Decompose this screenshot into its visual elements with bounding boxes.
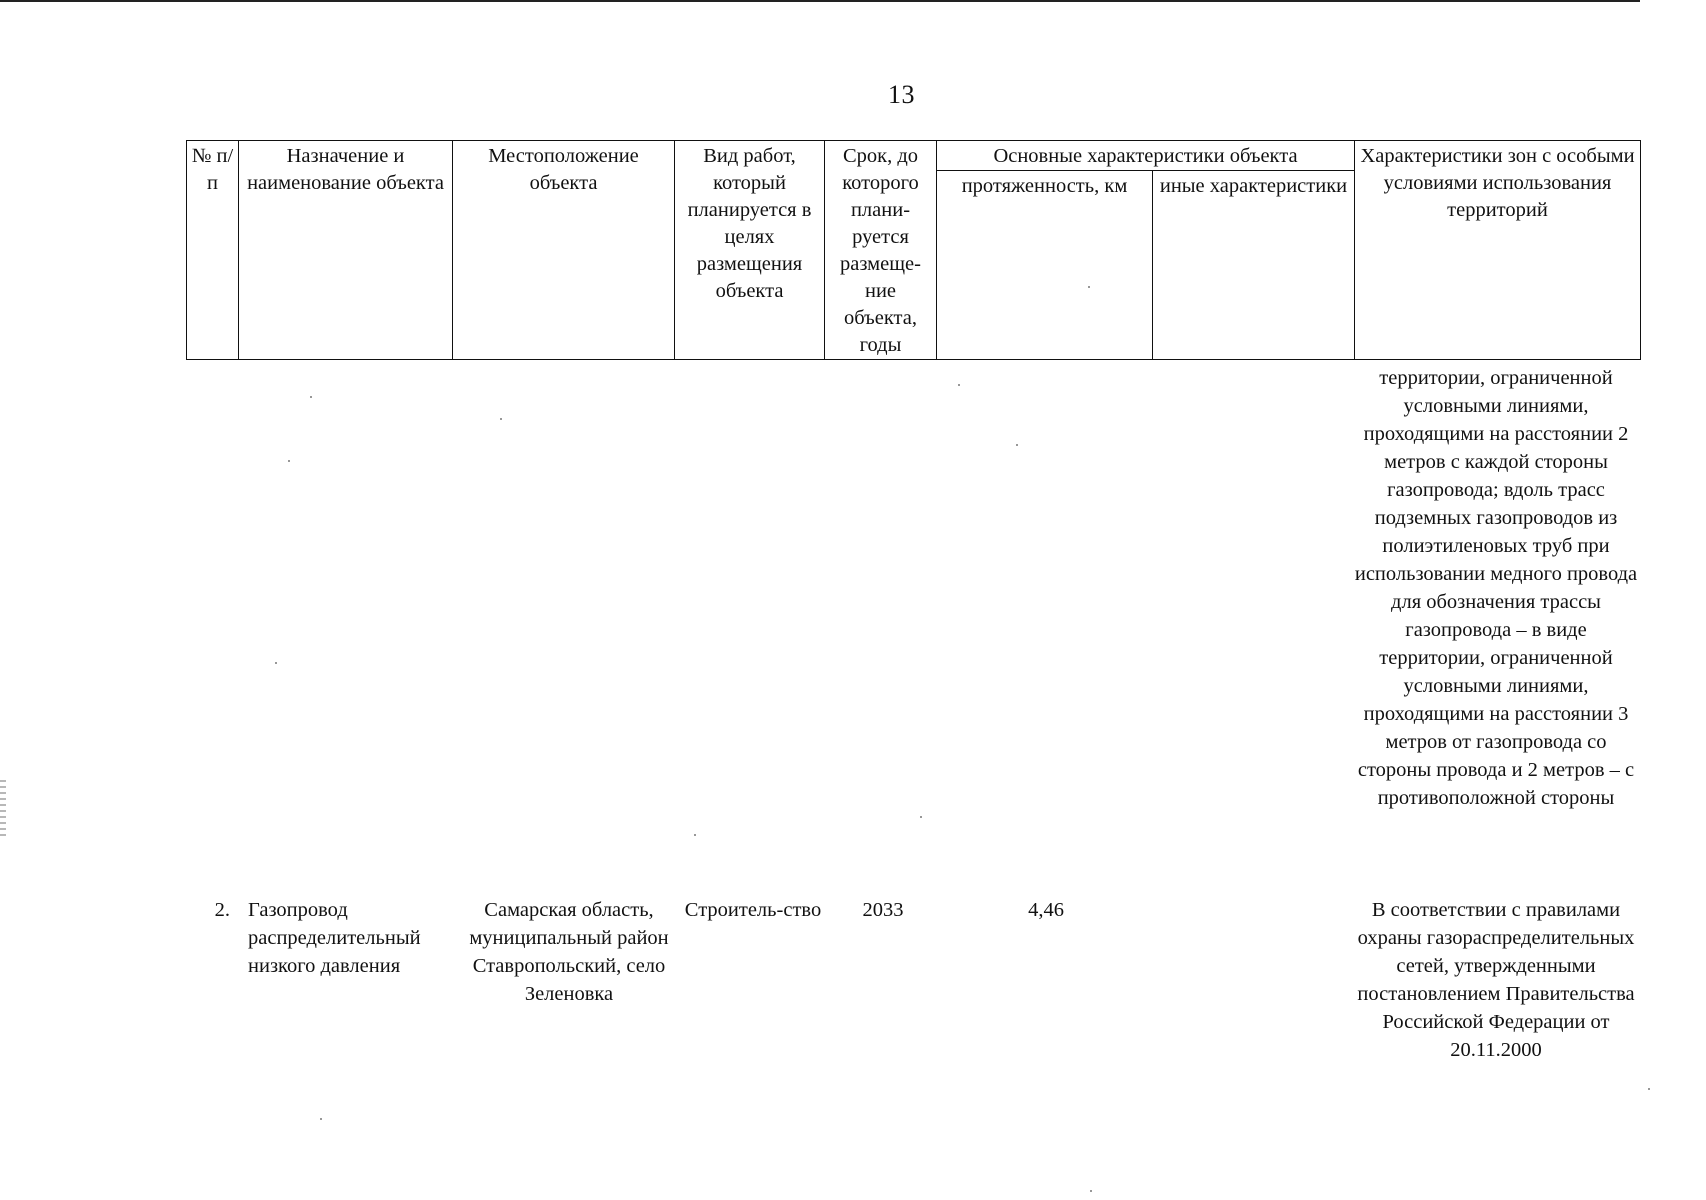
header-location: Местоположение объекта (453, 141, 675, 360)
scan-speck (288, 460, 290, 462)
header-zones: Характеристики зон с особыми условиями использования территорий (1355, 141, 1641, 360)
row-work-type: Строитель-ство (684, 899, 822, 921)
continued-zone-text: территории, ограниченной условными линиями, проходящими на расстоянии 2 метров с каждой стороны газопровода; вдоль трасс подземных газопроводов из полиэтиленовых труб при использовании медного провода для обозначения трассы газопровода – в виде территории, ограниченной условными линиями, проходящими на расстоянии 3 метров от газопровода со стороны провода и 2 метров – с противоположной стороны (1354, 367, 1638, 809)
scan-speck (275, 662, 277, 664)
scan-speck (1648, 1088, 1650, 1090)
header-other-characteristics: иные характеристики (1153, 171, 1355, 360)
header-num: № п/п (187, 141, 239, 360)
header-length: протяженность, км (937, 171, 1153, 360)
scan-speck (694, 834, 696, 836)
scan-speck (1016, 444, 1018, 446)
scan-speck (500, 418, 502, 420)
row-length: 4,46 (1028, 899, 1064, 921)
row-term: 2033 (862, 899, 904, 921)
row-num: 2. (214, 899, 230, 921)
row-zones: В соответствии с правилами охраны газораспределительных сетей, утвержденными постановлением Правительства Российской Федерации от 20.11.2000 (1357, 899, 1635, 1061)
scan-speck (958, 384, 960, 386)
row-location: Самарская область, муниципальный район Ставропольский, село Зеленовка (469, 899, 669, 1005)
objects-table-header (186, 140, 1641, 360)
scan-speck (1088, 286, 1090, 288)
header-work-type: Вид работ, который планируется в целях размещения объекта (675, 141, 825, 360)
row-object-name: Газопровод распределительный низкого давления (248, 899, 421, 977)
scan-speck (310, 396, 312, 398)
scan-speck (320, 1118, 322, 1120)
page-top-rule (0, 0, 1640, 2)
page-number: 13 (888, 80, 915, 109)
header-name: Назначение и наименование объекта (239, 141, 453, 360)
header-term: Срок, до которого плани-руется размеще-ние объекта, годы (825, 141, 937, 360)
scan-speck (920, 816, 922, 818)
scan-edge-noise (0, 780, 6, 840)
header-main-characteristics: Основные характеристики объекта (937, 141, 1355, 171)
scan-speck (1090, 1190, 1092, 1192)
